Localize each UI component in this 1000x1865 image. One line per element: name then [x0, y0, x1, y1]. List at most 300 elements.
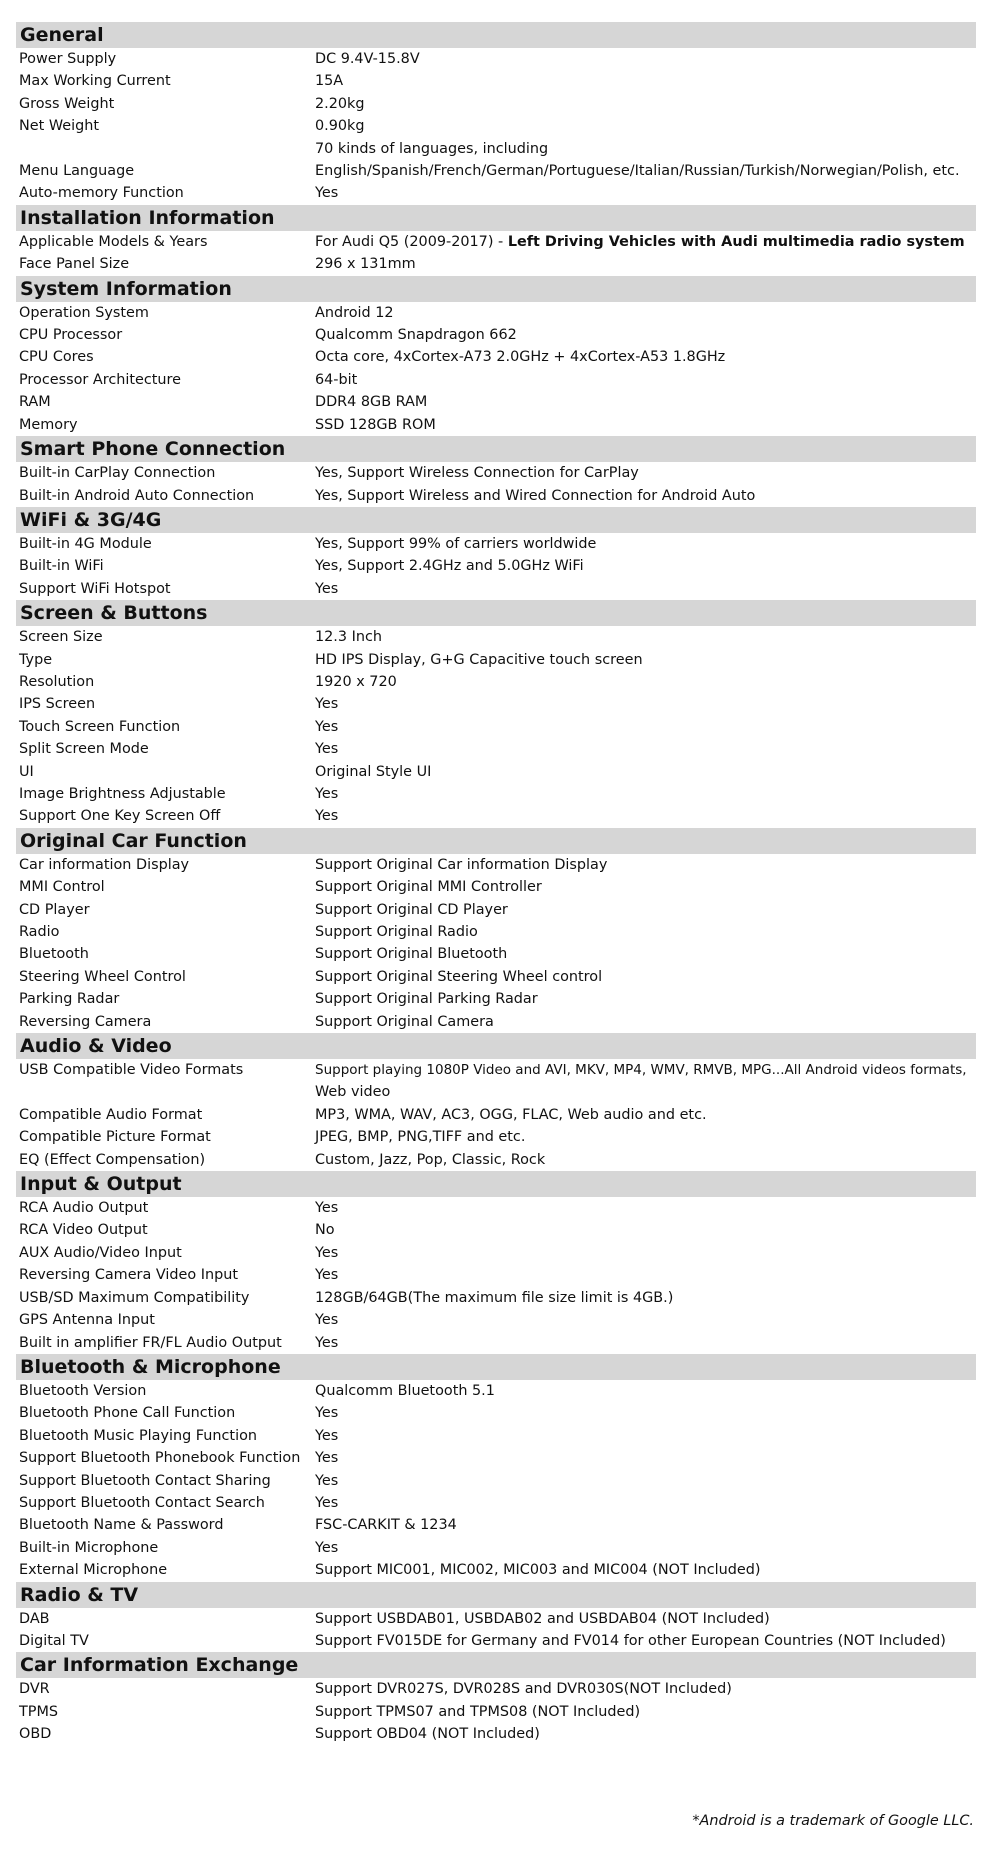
section-smart-phone-connection	[16, 436, 976, 507]
spec-value	[312, 899, 976, 921]
spec-label: Parking Radar	[19, 991, 120, 1008]
spec-value-line	[315, 414, 976, 436]
spec-value-text: Yes, Support 2.4GHz and 5.0GHz WiFi	[315, 558, 584, 575]
spec-label: OBD	[19, 1726, 52, 1743]
spec-row	[16, 783, 976, 805]
spec-label: AUX Audio/Video Input	[19, 1244, 182, 1261]
spec-value-line	[315, 1264, 976, 1286]
spec-label: Max Working Current	[19, 73, 171, 90]
spec-value	[312, 369, 976, 391]
section-header: Installation Information	[16, 205, 976, 231]
spec-value-text: Web video	[315, 1084, 391, 1101]
spec-label: External Microphone	[19, 1562, 168, 1579]
spec-label: USB/SD Maximum Compatibility	[19, 1289, 250, 1306]
spec-row	[16, 485, 976, 507]
spec-value-line	[315, 253, 976, 275]
spec-label: Touch Screen Function	[19, 718, 181, 735]
spec-value	[312, 1678, 976, 1700]
spec-value-line	[315, 761, 976, 783]
spec-value-text: Support TPMS07 and TPMS08 (NOT Included)	[315, 1703, 641, 1720]
spec-value-text: Support OBD04 (NOT Included)	[315, 1726, 540, 1743]
spec-label: DAB	[19, 1610, 50, 1627]
spec-value-text: Yes	[315, 696, 339, 713]
spec-value-text: Yes	[315, 741, 339, 758]
spec-row	[16, 1678, 976, 1700]
spec-value	[312, 693, 976, 715]
spec-row	[16, 48, 976, 70]
spec-value-text: Original Style UI	[315, 763, 432, 780]
spec-value	[312, 671, 976, 693]
spec-value-line	[315, 738, 976, 760]
spec-row	[16, 253, 976, 275]
spec-value-line	[315, 462, 976, 484]
spec-value-line	[315, 555, 976, 577]
spec-value-text: Custom, Jazz, Pop, Classic, Rock	[315, 1151, 546, 1168]
spec-row	[16, 302, 976, 324]
spec-row	[16, 1126, 976, 1148]
spec-value-line	[315, 391, 976, 413]
spec-row	[16, 943, 976, 965]
spec-value-line	[315, 943, 976, 965]
spec-row	[16, 1425, 976, 1447]
spec-value	[312, 70, 976, 92]
spec-value-text: Support Original Steering Wheel control	[315, 968, 603, 985]
spec-row	[16, 1197, 976, 1219]
spec-label: CPU Processor	[19, 327, 123, 344]
spec-value-line	[315, 671, 976, 693]
section-screen-buttons	[16, 600, 976, 828]
spec-value	[312, 1380, 976, 1402]
spec-row	[16, 1470, 976, 1492]
spec-value-text: Support Original Parking Radar	[315, 991, 538, 1008]
spec-label: Operation System	[19, 304, 149, 321]
spec-row	[16, 414, 976, 436]
spec-value	[312, 160, 976, 182]
spec-value-line	[315, 899, 976, 921]
spec-row	[16, 115, 976, 137]
spec-label: Image Brightness Adjustable	[19, 785, 226, 802]
spec-value	[312, 649, 976, 671]
spec-value	[312, 1470, 976, 1492]
spec-value-line	[315, 693, 976, 715]
spec-value-text: Yes	[315, 1405, 339, 1422]
section-wifi-3g-4g	[16, 507, 976, 600]
spec-value-line	[315, 1287, 976, 1309]
spec-label: DVR	[19, 1681, 50, 1698]
section-header: Radio & TV	[16, 1582, 976, 1608]
spec-value-line	[315, 369, 976, 391]
spec-value-line	[315, 921, 976, 943]
spec-value-text: Support Original Bluetooth	[315, 946, 508, 963]
spec-value	[312, 1149, 976, 1171]
spec-value-line	[315, 324, 976, 346]
spec-value-text: Qualcomm Snapdragon 662	[315, 327, 517, 344]
spec-row	[16, 160, 976, 182]
spec-value	[312, 988, 976, 1010]
section-input-output	[16, 1171, 976, 1354]
spec-label: Type	[19, 651, 53, 668]
spec-value-line	[315, 578, 976, 600]
spec-value-text: Yes	[315, 185, 339, 202]
spec-row	[16, 1059, 976, 1104]
spec-value-text: Yes	[315, 1200, 339, 1217]
spec-value-line	[315, 1380, 976, 1402]
spec-value-line	[315, 1701, 976, 1723]
spec-row	[16, 716, 976, 738]
spec-value-text: Support Original Camera	[315, 1013, 494, 1030]
spec-value	[312, 578, 976, 600]
spec-table	[16, 22, 976, 1746]
spec-label: Net Weight	[19, 118, 99, 135]
spec-label: Resolution	[19, 673, 95, 690]
spec-row	[16, 1380, 976, 1402]
spec-value-line	[315, 1149, 976, 1171]
spec-label: CD Player	[19, 901, 90, 918]
spec-label: CPU Cores	[19, 349, 94, 366]
spec-value-text: Yes	[315, 1539, 339, 1556]
spec-value	[312, 1197, 976, 1219]
spec-value-line	[315, 138, 976, 160]
spec-value-line	[315, 1242, 976, 1264]
spec-row	[16, 876, 976, 898]
spec-label: Compatible Picture Format	[19, 1129, 211, 1146]
spec-value	[312, 1608, 976, 1630]
spec-value-line	[315, 1723, 976, 1745]
section-header: Screen & Buttons	[16, 600, 976, 626]
section-original-car-function	[16, 828, 976, 1033]
spec-value-text: Octa core, 4xCortex-A73 2.0GHz + 4xCortex-A53 1.8GHz	[315, 349, 726, 366]
spec-value-line	[315, 1402, 976, 1424]
spec-value	[312, 485, 976, 507]
spec-value-line	[315, 48, 976, 70]
section-bluetooth-microphone	[16, 1354, 976, 1582]
spec-label: Radio	[19, 924, 60, 940]
spec-row	[16, 93, 976, 115]
spec-row	[16, 649, 976, 671]
spec-value	[312, 1492, 976, 1514]
spec-value-text: 12.3 Inch	[315, 629, 383, 646]
spec-value-line	[315, 1011, 976, 1033]
spec-value-text: Yes	[315, 1494, 339, 1511]
spec-value-text: MP3, WMA, WAV, AC3, OGG, FLAC, Web audio and etc.	[315, 1106, 707, 1123]
section-installation-information	[16, 205, 976, 276]
spec-value	[312, 533, 976, 555]
spec-label: Applicable Models & Years	[19, 233, 208, 250]
section-header: System Information	[16, 276, 976, 302]
spec-value-text: Android 12	[315, 304, 394, 321]
section-header: Bluetooth & Microphone	[16, 1354, 976, 1380]
spec-value-text: 0.90kg	[315, 118, 365, 135]
section-radio-tv	[16, 1582, 976, 1653]
spec-value	[312, 805, 976, 827]
spec-row	[16, 1447, 976, 1469]
section-header: Input & Output	[16, 1171, 976, 1197]
spec-value-text: JPEG, BMP, PNG,TIFF and etc.	[315, 1129, 526, 1146]
spec-value-text: 15A	[315, 73, 344, 90]
spec-label: Support Bluetooth Phonebook Function	[19, 1450, 301, 1467]
spec-value-text: 64-bit	[315, 371, 358, 388]
spec-label: TPMS	[19, 1703, 59, 1720]
spec-value-text: Support USBDAB01, USBDAB02 and USBDAB04 (NOT Included)	[315, 1610, 770, 1627]
spec-value-text: Yes, Support Wireless Connection for CarPlay	[315, 465, 639, 482]
spec-label: Compatible Audio Format	[19, 1106, 203, 1123]
spec-value-line	[315, 1126, 976, 1148]
spec-value	[312, 231, 976, 253]
spec-value-text: Yes	[315, 718, 339, 735]
spec-label: RCA Audio Output	[19, 1200, 149, 1217]
spec-value	[312, 1332, 976, 1354]
spec-value-text: No	[315, 1222, 335, 1239]
spec-value-text: Support Original MMI Controller	[315, 879, 542, 896]
spec-value-text: Qualcomm Bluetooth 5.1	[315, 1382, 495, 1399]
spec-row	[16, 369, 976, 391]
spec-label: Bluetooth Version	[19, 1382, 147, 1399]
spec-row	[16, 1723, 976, 1745]
spec-row	[16, 1219, 976, 1241]
spec-row	[16, 1149, 976, 1171]
spec-row	[16, 1492, 976, 1514]
spec-row	[16, 738, 976, 760]
spec-label: Menu Language	[19, 163, 135, 180]
spec-value-text: Yes	[315, 1312, 339, 1329]
spec-value-text: SSD 128GB ROM	[315, 416, 436, 433]
spec-row	[16, 1104, 976, 1126]
spec-value-text: Support MIC001, MIC002, MIC003 and MIC004 (NOT Included)	[315, 1562, 761, 1579]
spec-label: Built-in Android Auto Connection	[19, 487, 255, 504]
spec-value-text: For Audi Q5 (2009-2017) -	[315, 233, 508, 250]
spec-row	[16, 138, 976, 160]
section-header: WiFi & 3G/4G	[16, 507, 976, 533]
spec-value	[312, 716, 976, 738]
spec-value	[312, 1309, 976, 1331]
section-header: Original Car Function	[16, 828, 976, 854]
spec-row	[16, 761, 976, 783]
spec-value-line	[315, 1470, 976, 1492]
spec-value	[312, 93, 976, 115]
spec-value-text: Yes	[315, 1427, 339, 1444]
spec-value-text: Yes	[315, 1472, 339, 1489]
spec-value-line	[315, 1492, 976, 1514]
spec-value	[312, 1559, 976, 1581]
section-header: Smart Phone Connection	[16, 436, 976, 462]
spec-label: Screen Size	[19, 629, 103, 646]
spec-row	[16, 1287, 976, 1309]
spec-value-line	[315, 716, 976, 738]
spec-value-text: Yes, Support 99% of carriers worldwide	[315, 535, 597, 552]
spec-value-line	[315, 70, 976, 92]
spec-value-text: DDR4 8GB RAM	[315, 394, 428, 411]
spec-value	[312, 943, 976, 965]
section-general	[16, 22, 976, 205]
spec-value	[312, 1264, 976, 1286]
spec-value-line	[315, 854, 976, 876]
spec-row	[16, 988, 976, 1010]
spec-label: IPS Screen	[19, 696, 96, 713]
spec-value-line	[315, 1309, 976, 1331]
spec-value-text: Yes	[315, 1267, 339, 1284]
spec-row	[16, 182, 976, 204]
spec-row	[16, 555, 976, 577]
spec-label: Memory	[19, 416, 78, 433]
spec-row	[16, 1242, 976, 1264]
spec-label: RCA Video Output	[19, 1222, 148, 1239]
spec-value	[312, 414, 976, 436]
spec-value	[312, 1514, 976, 1536]
spec-row	[16, 1559, 976, 1581]
section-audio-video	[16, 1033, 976, 1171]
spec-value-line	[315, 1332, 976, 1354]
spec-row	[16, 462, 976, 484]
spec-value-text: HD IPS Display, G+G Capacitive touch screen	[315, 651, 643, 668]
spec-value-line	[315, 783, 976, 805]
spec-label: Built-in Microphone	[19, 1539, 159, 1556]
spec-value	[312, 626, 976, 648]
spec-value	[312, 555, 976, 577]
spec-value-line	[315, 1608, 976, 1630]
spec-value	[312, 346, 976, 368]
spec-value	[312, 1104, 976, 1126]
spec-value	[312, 1126, 976, 1148]
section-header: Car Information Exchange	[16, 1652, 976, 1678]
spec-row	[16, 693, 976, 715]
spec-value-text: Yes	[315, 785, 339, 802]
spec-value-line	[315, 1514, 976, 1536]
spec-value	[312, 115, 976, 137]
spec-row	[16, 231, 976, 253]
spec-label: MMI Control	[19, 879, 105, 896]
spec-value-line	[315, 1197, 976, 1219]
spec-label: Support One Key Screen Off	[19, 808, 221, 825]
spec-label: Digital TV	[19, 1632, 89, 1649]
spec-label: Split Screen Mode	[19, 741, 149, 758]
spec-row	[16, 921, 976, 943]
spec-row	[16, 324, 976, 346]
spec-value-text: DC 9.4V-15.8V	[315, 51, 420, 67]
spec-value-line	[315, 485, 976, 507]
spec-value	[312, 1447, 976, 1469]
spec-row	[16, 805, 976, 827]
spec-value	[312, 854, 976, 876]
spec-label: RAM	[19, 394, 51, 411]
spec-value-text: Yes	[315, 808, 339, 825]
spec-label: Bluetooth	[19, 946, 89, 963]
spec-row	[16, 854, 976, 876]
spec-value	[312, 738, 976, 760]
spec-row	[16, 533, 976, 555]
spec-label	[16, 138, 312, 160]
section-header: General	[16, 22, 976, 48]
spec-label: Support Bluetooth Contact Search	[19, 1494, 265, 1511]
spec-value-line	[315, 1425, 976, 1447]
spec-value	[312, 1059, 976, 1104]
spec-label: Face Panel Size	[19, 256, 130, 273]
spec-row	[16, 391, 976, 413]
spec-value-text: Support Original Radio	[315, 924, 478, 940]
spec-value-text: Support FV015DE for Germany and FV014 for other European Countries (NOT Included)	[315, 1632, 946, 1649]
spec-value-text: Yes	[315, 580, 339, 597]
spec-value-emphasis: Left Driving Vehicles with Audi multimedia radio system	[507, 233, 965, 250]
spec-label: Reversing Camera Video Input	[19, 1267, 239, 1284]
spec-label: Support Bluetooth Contact Sharing	[19, 1472, 271, 1489]
spec-value	[312, 302, 976, 324]
spec-value-text: 296 x 131mm	[315, 256, 416, 273]
spec-value	[312, 1402, 976, 1424]
spec-value-line	[315, 988, 976, 1010]
spec-value-line	[315, 182, 976, 204]
spec-value-text: 70 kinds of languages, including	[315, 140, 549, 157]
spec-row	[16, 1630, 976, 1652]
spec-value	[312, 1011, 976, 1033]
spec-value	[312, 253, 976, 275]
spec-value	[312, 1219, 976, 1241]
spec-row	[16, 70, 976, 92]
spec-value	[312, 138, 976, 160]
spec-value-line	[315, 649, 976, 671]
spec-value-line	[315, 231, 976, 253]
spec-row	[16, 1514, 976, 1536]
spec-value-line	[315, 1219, 976, 1241]
spec-value-line	[315, 302, 976, 324]
spec-value-line	[315, 346, 976, 368]
spec-value-line	[315, 626, 976, 648]
spec-value	[312, 1537, 976, 1559]
spec-value-text: English/Spanish/French/German/Portuguese/Italian/Russian/Turkish/Norwegian/Polish, etc.	[315, 163, 960, 180]
spec-value-text: Yes	[315, 1334, 339, 1351]
spec-value	[312, 966, 976, 988]
spec-row	[16, 1264, 976, 1286]
spec-label: Bluetooth Music Playing Function	[19, 1427, 258, 1444]
spec-value	[312, 761, 976, 783]
spec-value-line	[315, 115, 976, 137]
spec-value-text: Support Original Car information Display	[315, 856, 608, 873]
spec-label: Processor Architecture	[19, 371, 181, 388]
spec-row	[16, 1608, 976, 1630]
section-car-information-exchange	[16, 1652, 976, 1745]
spec-value-text: 1920 x 720	[315, 673, 397, 690]
spec-value	[312, 391, 976, 413]
spec-label: Gross Weight	[19, 95, 115, 112]
spec-row	[16, 346, 976, 368]
spec-row	[16, 1701, 976, 1723]
spec-value-line	[315, 1537, 976, 1559]
spec-label: Built-in CarPlay Connection	[19, 465, 216, 482]
spec-value-line	[315, 966, 976, 988]
spec-row	[16, 966, 976, 988]
spec-value	[312, 876, 976, 898]
spec-label: Support WiFi Hotspot	[19, 580, 171, 597]
spec-value	[312, 48, 976, 70]
spec-value-line	[315, 1447, 976, 1469]
section-system-information	[16, 276, 976, 436]
spec-value-line	[315, 1059, 976, 1081]
spec-value-text: Support playing 1080P Video and AVI, MKV, MP4, WMV, RMVB, MPG...All Android videos formats,	[315, 1062, 967, 1079]
spec-label: Power Supply	[19, 51, 117, 67]
spec-value-line	[315, 533, 976, 555]
spec-label: Built-in WiFi	[19, 558, 104, 575]
spec-row	[16, 1309, 976, 1331]
spec-value-line	[315, 1630, 976, 1652]
spec-value	[312, 1630, 976, 1652]
spec-value	[312, 324, 976, 346]
spec-value-line	[315, 1678, 976, 1700]
spec-value-text: 2.20kg	[315, 95, 365, 112]
spec-value-line	[315, 1081, 976, 1103]
spec-value-text: Yes	[315, 1450, 339, 1467]
spec-row	[16, 1402, 976, 1424]
spec-label: Car information Display	[19, 856, 190, 873]
spec-value	[312, 182, 976, 204]
spec-label: Steering Wheel Control	[19, 968, 186, 985]
